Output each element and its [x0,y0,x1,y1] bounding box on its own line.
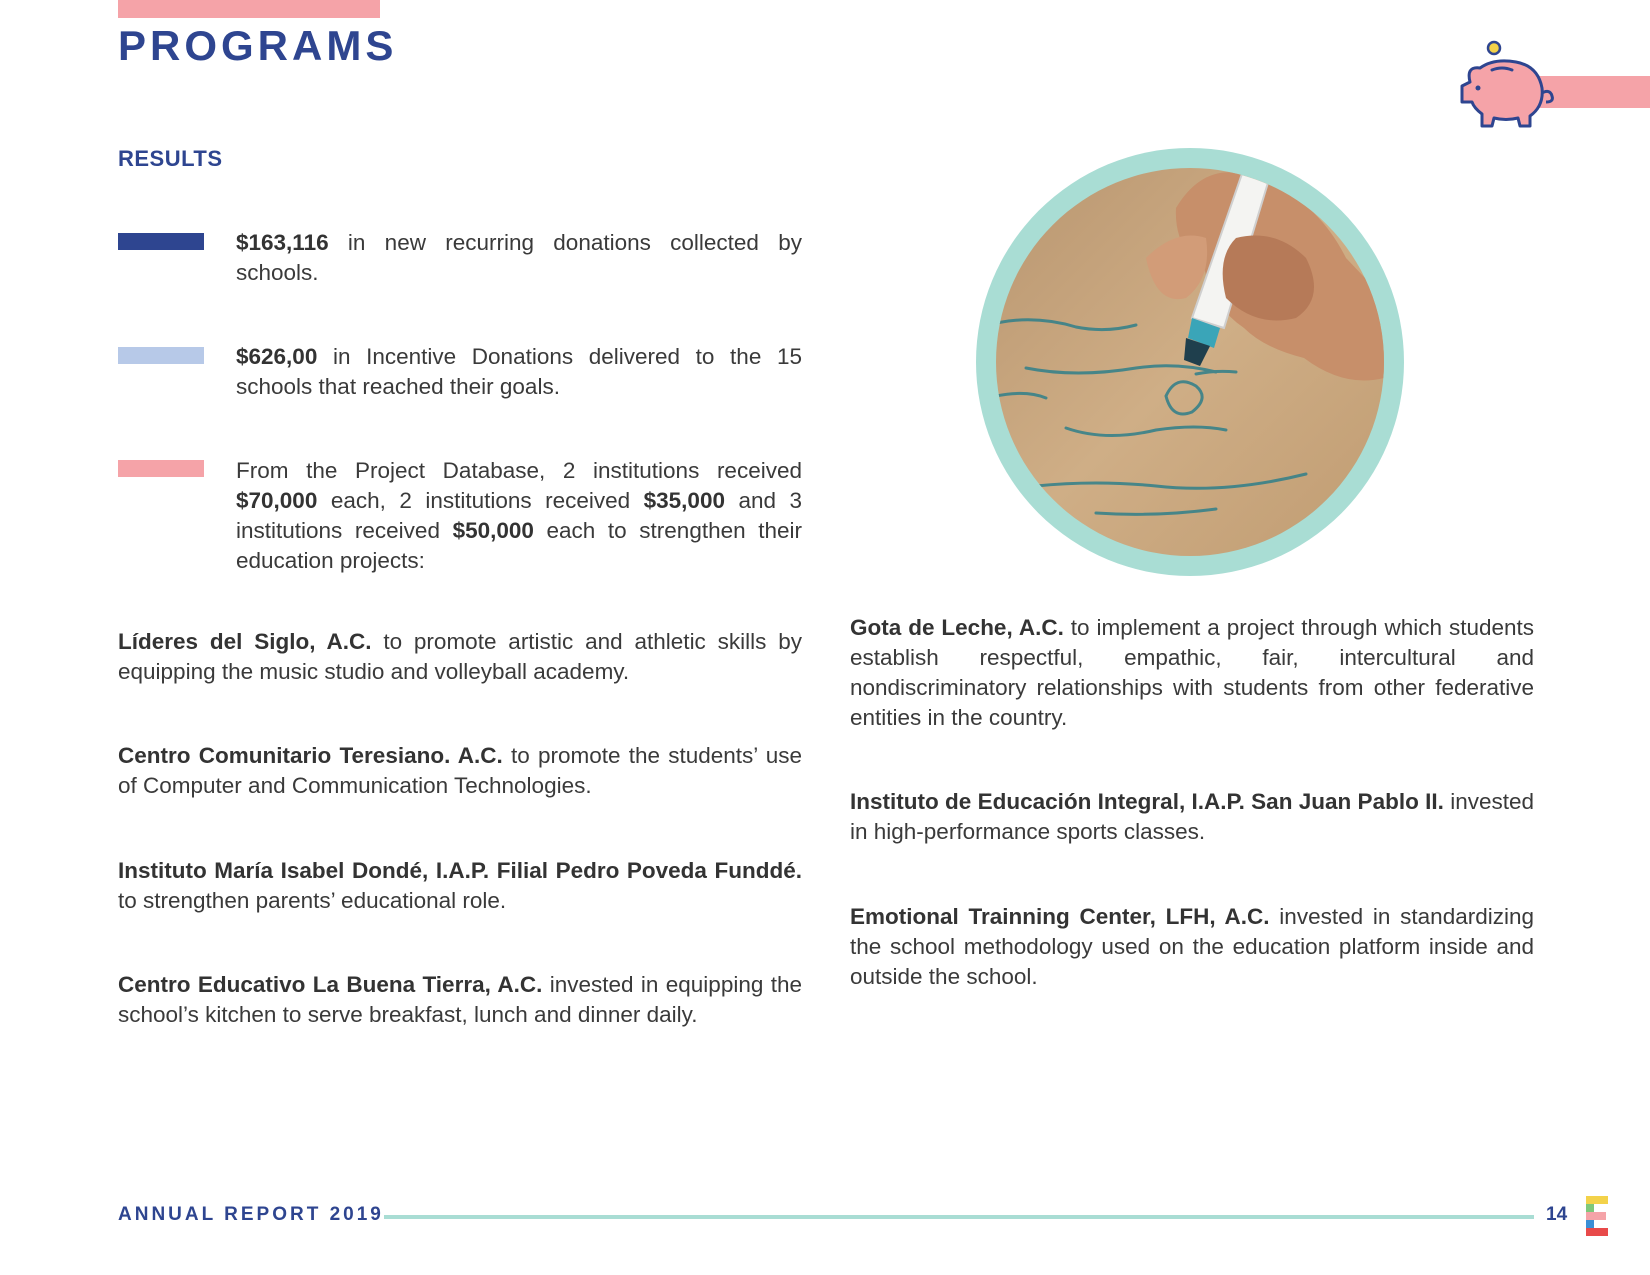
institution-description: invested in standardizing the school methodology used on the education platform inside and outside the school. [850,904,1534,989]
result-text [236,228,802,288]
result-color-bar [118,460,204,477]
institution-name: Centro Comunitario Teresiano. A.C. [118,743,503,768]
institution-entry [118,856,802,916]
result-description: and 3 institutions received [236,488,802,543]
logo-e-icon [1586,1196,1612,1236]
result-text [236,342,802,402]
result-color-bar [118,347,204,364]
institution-description: invested in equipping the school’s kitchen to serve breakfast, lunch and dinner daily. [118,972,802,1027]
institution-description: to promote artistic and athletic skills by equipping the music studio and volleyball academy. [118,629,802,684]
institution-description: to implement a project through which students establish respectful, empathic, fair, intercultural and nondiscriminatory relationships with students from other federative entities in the country. [850,615,1534,730]
page-number: 14 [1546,1204,1568,1225]
result-description: each, 2 institutions received [317,488,644,513]
footer-divider [384,1215,1534,1219]
results-heading: RESULTS [118,146,223,171]
institution-entry [850,613,1534,733]
result-description: in Incentive Donations delivered to the 15 schools that reached their goals. [236,344,802,399]
footer-report-title: ANNUAL REPORT 2019 [118,1204,384,1225]
institution-name: Instituto María Isabel Dondé, I.A.P. Filial Pedro Poveda Funddé. [118,858,802,883]
institution-entry [118,970,802,1030]
page-title: PROGRAMS [118,22,398,69]
header-accent-bar [118,0,380,18]
result-amount: $70,000 [236,488,318,513]
institution-entry [850,902,1534,992]
result-amount: $626,00 [236,344,318,369]
institution-name: Líderes del Siglo, A.C. [118,629,372,654]
institution-name: Gota de Leche, A.C. [850,615,1064,640]
institution-entry [118,741,802,801]
result-text [236,456,802,576]
institution-name: Centro Educativo La Buena Tierra, A.C. [118,972,543,997]
institution-entry [850,787,1534,847]
result-amount: $50,000 [452,518,534,543]
institution-description: invested in high-performance sports classes. [850,789,1535,844]
institution-entry [118,627,802,687]
result-description: in new recurring donations collected by schools. [236,230,802,285]
result-amount: $163,116 [236,230,329,255]
result-amount: $35,000 [643,488,725,513]
institution-name: Instituto de Educación Integral, I.A.P. San Juan Pablo II. [850,789,1444,814]
result-color-bar [118,233,204,250]
piggy-bank-icon [1448,40,1558,140]
hand-drawing-photo [996,168,1384,556]
institution-name: Emotional Trainning Center, LFH, A.C. [850,904,1270,929]
institution-description: to promote the students’ use of Computer and Communication Technologies. [118,743,802,798]
result-description: each to strengthen their education projects: [236,518,803,573]
institution-description: to strengthen parents’ educational role. [118,888,507,913]
result-description: From the Project Database, 2 institutions received [236,458,802,483]
